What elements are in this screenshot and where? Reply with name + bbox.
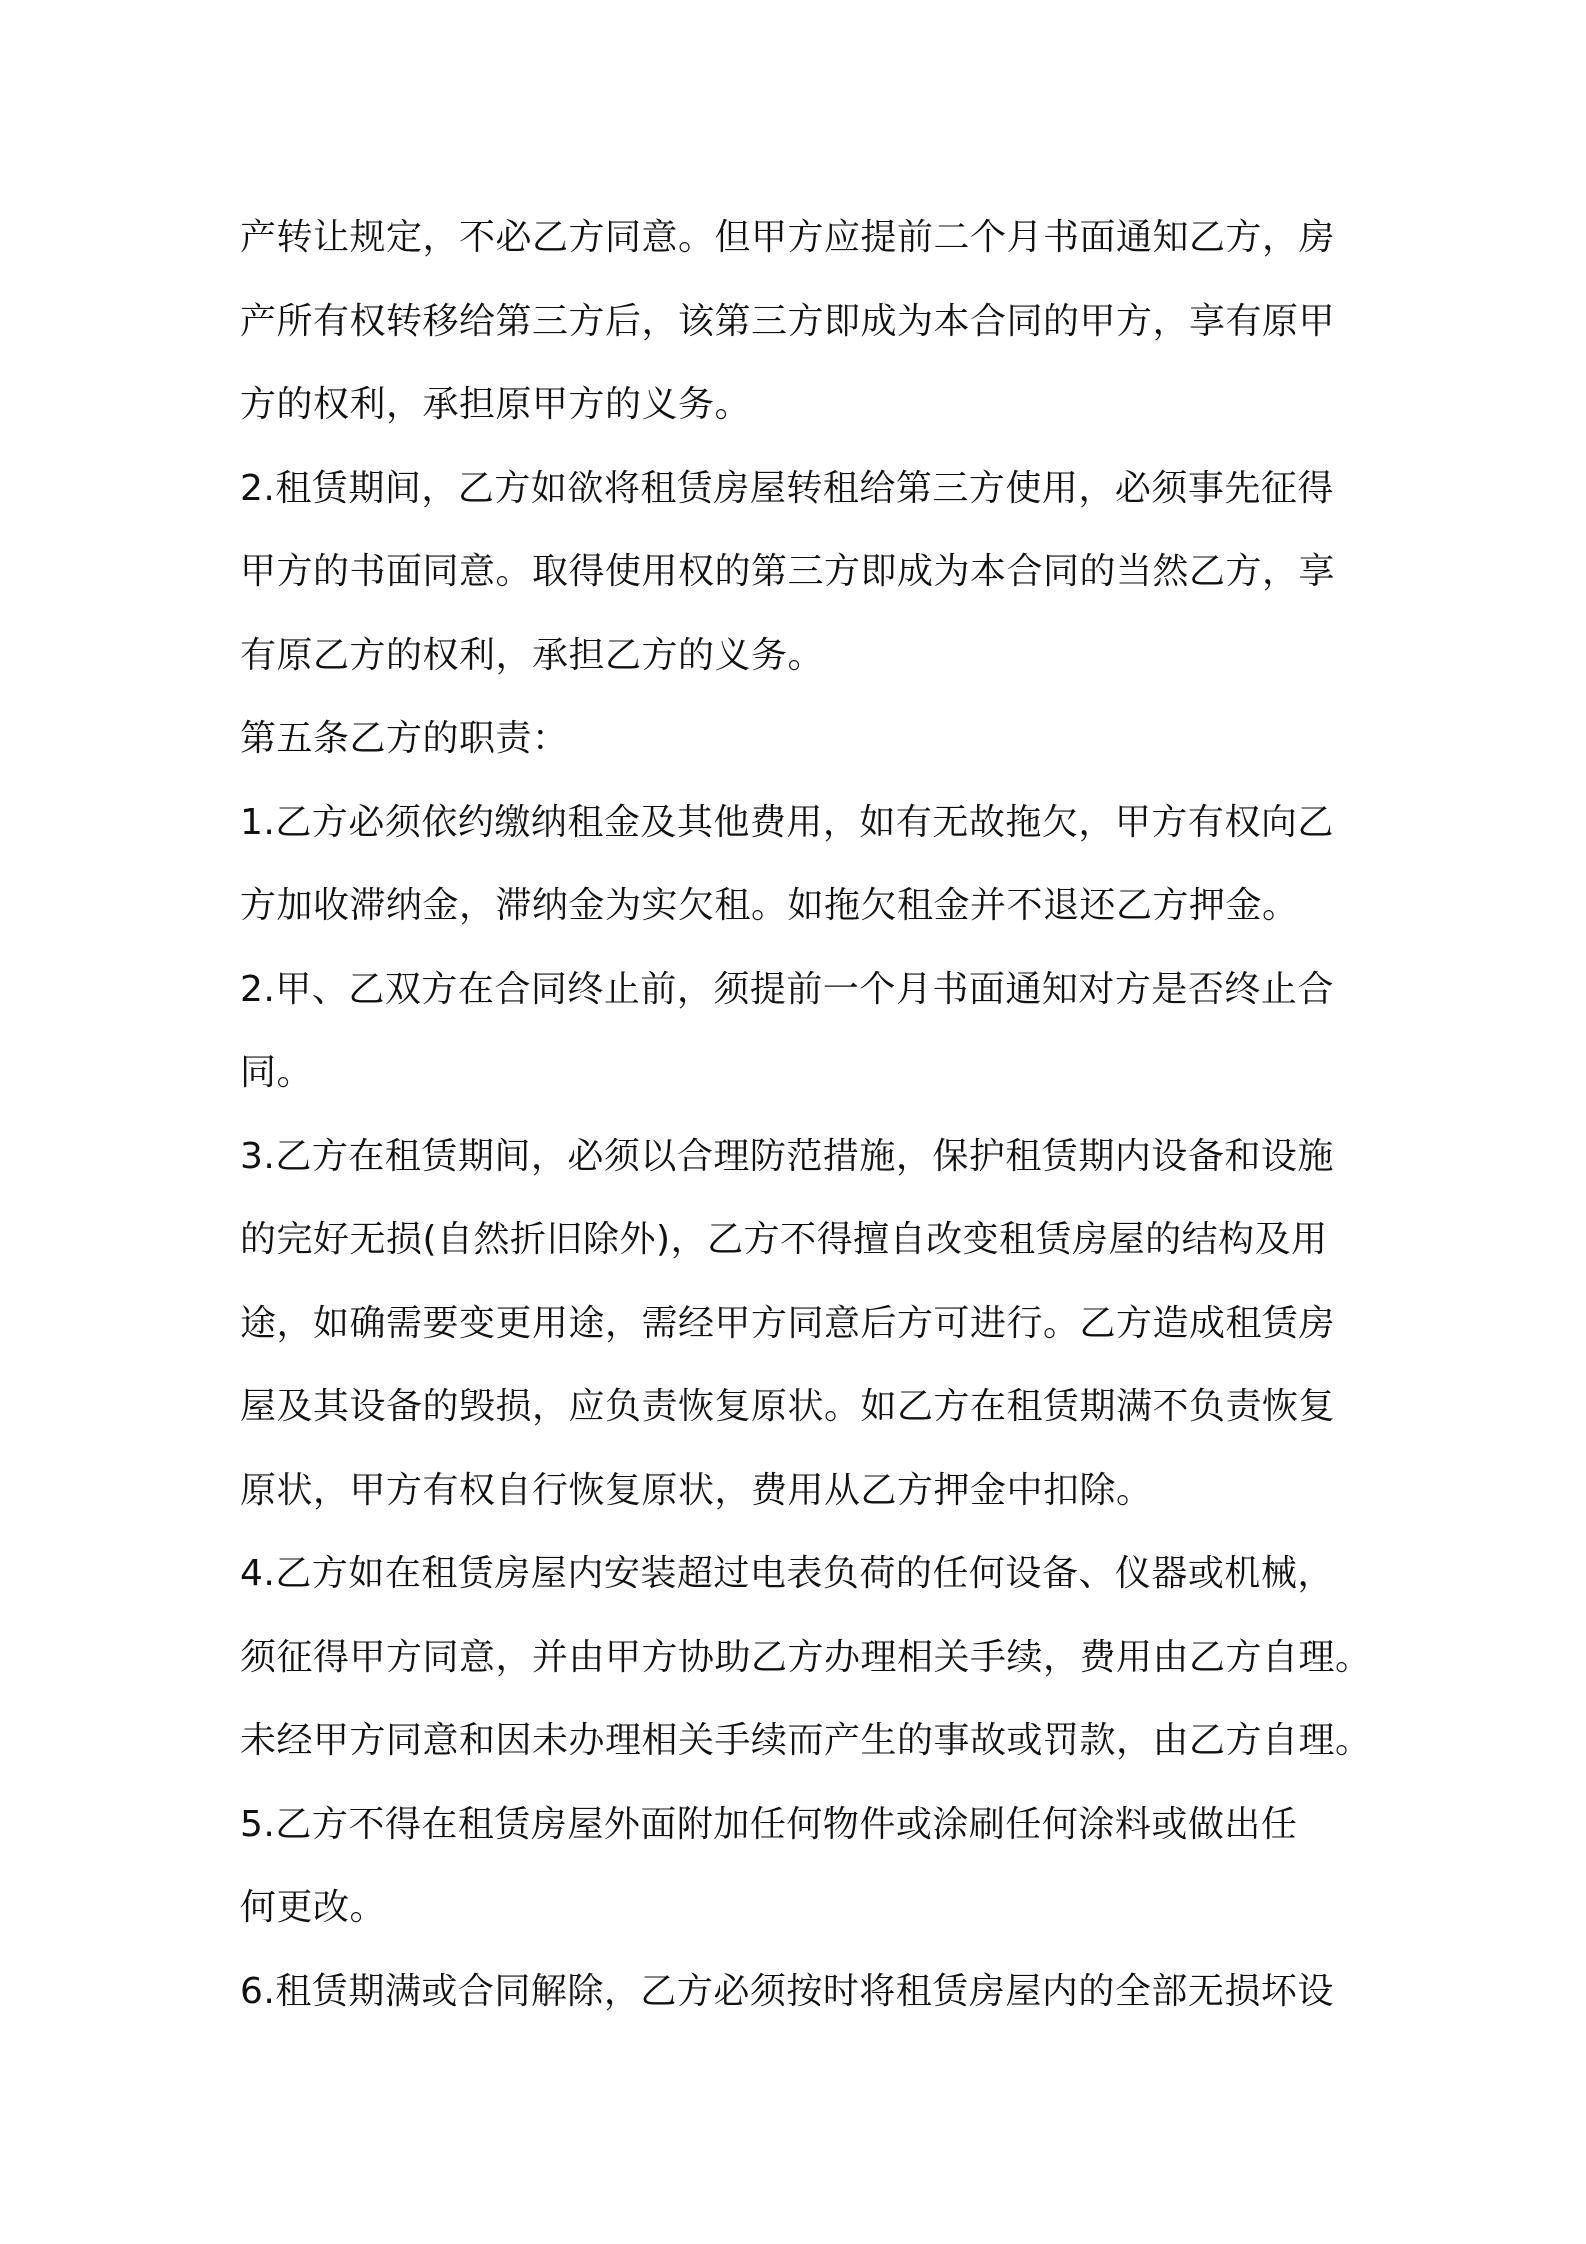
text-line: 3.乙方在租赁期间，必须以合理防范措施，保护租赁期内设备和设施 bbox=[240, 1135, 1334, 1177]
text-line: 方的权利，承担原甲方的义务。 bbox=[240, 384, 752, 425]
text-line: 的完好无损(自然折旧除外)，乙方不得擅自改变租赁房屋的结构及用 bbox=[240, 1219, 1328, 1260]
text-line: 2.租赁期间，乙方如欲将租赁房屋转租给第三方使用，必须事先征得 bbox=[240, 467, 1334, 509]
text-line: 同。 bbox=[240, 1052, 314, 1093]
text-line: 原状，甲方有权自行恢复原状，费用从乙方押金中扣除。 bbox=[240, 1469, 1153, 1511]
text-line: 产所有权转移给第三方后，该第三方即成为本合同的甲方，享有原甲 bbox=[240, 300, 1336, 342]
text-line: 5.乙方不得在租赁房屋外面附加任何物件或涂刷任何涂料或做出任 bbox=[240, 1803, 1298, 1845]
text-line: 何更改。 bbox=[240, 1887, 387, 1928]
text-line: 途，如确需要变更用途，需经甲方同意后方可进行。乙方造成租赁房 bbox=[240, 1302, 1336, 1344]
document-body bbox=[240, 196, 1372, 2033]
text-line: 6.租赁期满或合同解除，乙方必须按时将租赁房屋内的全部无损坏设 bbox=[240, 1970, 1334, 2012]
text-line: 有原乙方的权利，承担乙方的义务。 bbox=[240, 634, 825, 676]
text-line: 2.甲、乙双方在合同终止前，须提前一个月书面通知对方是否终止合 bbox=[240, 968, 1334, 1010]
text-line: 1.乙方必须依约缴纳租金及其他费用，如有无故拖欠，甲方有权向乙 bbox=[240, 801, 1334, 843]
text-line: 方加收滞纳金，滞纳金为实欠租。如拖欠租金并不退还乙方押金。 bbox=[240, 885, 1299, 926]
text-line: 产转让规定，不必乙方同意。但甲方应提前二个月书面通知乙方，房 bbox=[240, 217, 1336, 258]
text-line: 须征得甲方同意，并由甲方协助乙方办理相关手续，费用由乙方自理。 bbox=[240, 1636, 1372, 1678]
text-line: 屋及其设备的毁损，应负责恢复原状。如乙方在租赁期满不负责恢复 bbox=[240, 1386, 1336, 1427]
text-line: 4.乙方如在租赁房屋内安装超过电表负荷的任何设备、仪器或机械， bbox=[240, 1553, 1334, 1594]
text-line: 甲方的书面同意。取得使用权的第三方即成为本合同的当然乙方，享 bbox=[240, 551, 1336, 592]
text-line: 未经甲方同意和因未办理相关手续而产生的事故或罚款，由乙方自理。 bbox=[240, 1720, 1372, 1761]
section-heading: 第五条乙方的职责： bbox=[240, 718, 569, 759]
